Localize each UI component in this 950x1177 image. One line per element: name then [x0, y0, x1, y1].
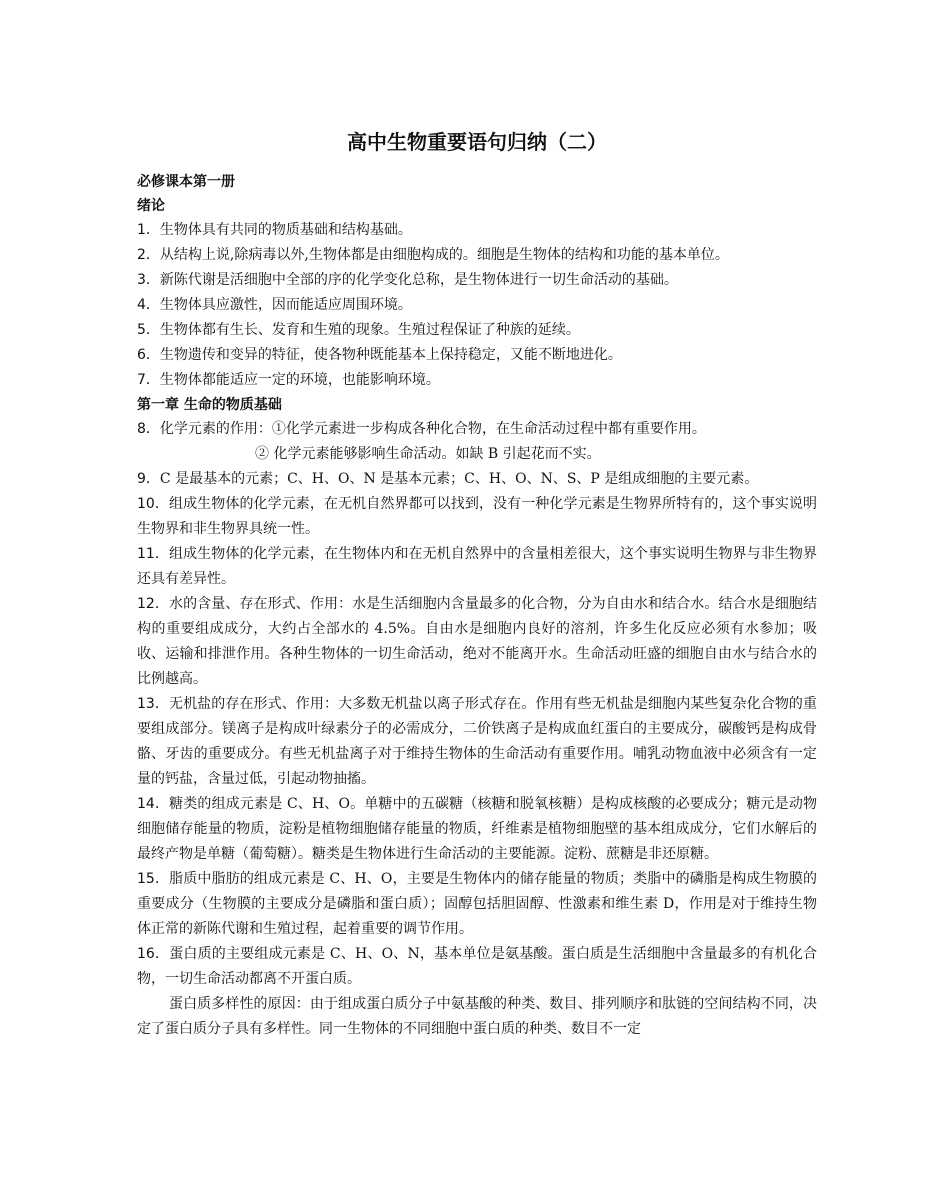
paragraph-text: 从结构上说,除病毒以外,生物体都是由细胞构成的。细胞是生物体的结构和功能的基本单位。	[159, 247, 729, 263]
paragraph-text: 蛋白质多样性的原因：由于组成蛋白质分子中氨基酸的种类、数目、排列顺序和肽链的空间结构不同，决定了蛋白质分子具有多样性。同一生物体的不同细胞中蛋白质的种类、数目不一定	[137, 996, 817, 1037]
section-heading: 绪论	[137, 198, 165, 214]
paragraph	[137, 792, 817, 867]
paragraph-number: 11．	[137, 546, 169, 562]
paragraph-text: 组成生物体的化学元素，在无机自然界都可以找到，没有一种化学元素是生物界所特有的，这个事实说明生物界和非生物界具统一性。	[137, 496, 817, 537]
paragraph-text: 糖类的组成元素是 C、H、O。单糖中的五碳糖（核糖和脱氧核糖）是构成核酸的必要成分；糖元是动物细胞储存能量的物质，淀粉是植物细胞储存能量的物质，纤维素是植物细胞壁的基本组成成分，它们水解后的最终产物是单糖（葡萄糖）。糖类是生物体进行生命活动的主要能源。淀粉、蔗糖是非还原糖。	[137, 796, 817, 862]
paragraph-text: C 是最基本的元素；C、H、O、N 是基本元素；C、H、O、N、S、P 是组成细胞的主要元素。	[159, 471, 759, 487]
paragraph	[137, 268, 817, 293]
paragraph	[137, 218, 817, 243]
paragraph	[137, 692, 817, 792]
paragraph-text: ② 化学元素能够影响生命活动。如缺 B 引起花而不实。	[255, 446, 601, 462]
paragraph-number: 3．	[137, 272, 160, 288]
paragraph-number: 14．	[137, 796, 170, 812]
paragraph-number: 10．	[137, 496, 169, 512]
paragraph-text: 生物遗传和变异的特征，使各物种既能基本上保持稳定，又能不断地进化。	[159, 347, 622, 363]
paragraph-number: 2．	[137, 247, 160, 263]
paragraph-text: 蛋白质的主要组成元素是 C、H、O、N，基本单位是氨基酸。蛋白质是生活细胞中含量最多的有机化合物，一切生命活动都离不开蛋白质。	[137, 946, 817, 987]
paragraph-number: 9．	[137, 471, 160, 487]
paragraph	[137, 243, 817, 268]
document-title: 高中生物重要语句归纳（二）	[347, 130, 607, 154]
paragraph-text: 生物体都有生长、发育和生殖的现象。生殖过程保证了种族的延续。	[159, 322, 580, 338]
section-heading: 第一章 生命的物质基础	[137, 397, 282, 413]
paragraph-text: 无机盐的存在形式、作用：大多数无机盐以离子形式存在。作用有些无机盐是细胞内某些复杂化合物的重要组成部分。镁离子是构成叶绿素分子的必需成分，二价铁离子是构成血红蛋白的主要成分，碳酸钙是构成骨骼、牙齿的重要成分。有些无机盐离子对于维持生物体的生命活动有重要作用。哺乳动物血液中必须含有一定量的钙盐，含量过低，引起动物抽搐。	[137, 696, 817, 787]
paragraph-number: 16．	[137, 946, 170, 962]
paragraph-text: 生物体具有共同的物质基础和结构基础。	[159, 222, 412, 238]
paragraph	[137, 492, 817, 542]
paragraph	[137, 942, 817, 992]
paragraph-number: 12．	[137, 596, 169, 612]
paragraph-number: 8．	[137, 421, 160, 437]
paragraph	[137, 867, 817, 942]
document-content	[137, 126, 817, 1042]
paragraph-text: 生物体具应激性，因而能适应周围环境。	[159, 297, 412, 313]
paragraph-text: 脂质中脂肪的组成元素是 C、H、O，主要是生物体内的储存能量的物质；类脂中的磷脂是构成生物膜的重要成分（生物膜的主要成分是磷脂和蛋白质）；固醇包括胆固醇、性激素和维生素 D，作用是对于维持生物体正常的新陈代谢和生殖过程，起着重要的调节作用。	[137, 871, 817, 937]
paragraph-number: 13．	[137, 696, 169, 712]
paragraph-number: 6．	[137, 347, 160, 363]
paragraph-number: 4．	[137, 297, 160, 313]
paragraph-number: 15．	[137, 871, 170, 887]
paragraph-text: 组成生物体的化学元素，在生物体内和在无机自然界中的含量相差很大，这个事实说明生物界与非生物界还具有差异性。	[137, 546, 817, 587]
paragraph-text: 生物体都能适应一定的环境，也能影响环境。	[159, 372, 440, 388]
paragraph	[137, 467, 817, 492]
paragraph	[137, 417, 817, 442]
paragraph	[137, 343, 817, 368]
paragraph-number: 7．	[137, 372, 160, 388]
paragraph	[137, 592, 817, 692]
paragraph	[137, 992, 817, 1042]
paragraph	[137, 293, 817, 318]
paragraph-number: 5．	[137, 322, 160, 338]
book-heading: 必修课本第一册	[137, 174, 235, 190]
paragraph-number: 1．	[137, 222, 160, 238]
paragraph-text: 水的含量、存在形式、作用：水是生活细胞内含量最多的化合物，分为自由水和结合水。结合水是细胞结构的重要组成成分，大约占全部水的 4.5%。自由水是细胞内良好的溶剂，许多生化反应必须有水参加；吸收、运输和排泄作用。各种生物体的一切生命活动，绝对不能离开水。生命活动旺盛的细胞自由水与结合水的比例越高。	[137, 596, 817, 687]
paragraph	[137, 318, 817, 343]
paragraph	[137, 442, 817, 467]
paragraph	[137, 542, 817, 592]
paragraph-text: 化学元素的作用：①化学元素进一步构成各种化合物，在生命活动过程中都有重要作用。	[159, 421, 706, 437]
paragraph-text: 新陈代谢是活细胞中全部的序的化学变化总称，是生物体进行一切生命活动的基础。	[159, 272, 678, 288]
paragraph	[137, 368, 817, 393]
